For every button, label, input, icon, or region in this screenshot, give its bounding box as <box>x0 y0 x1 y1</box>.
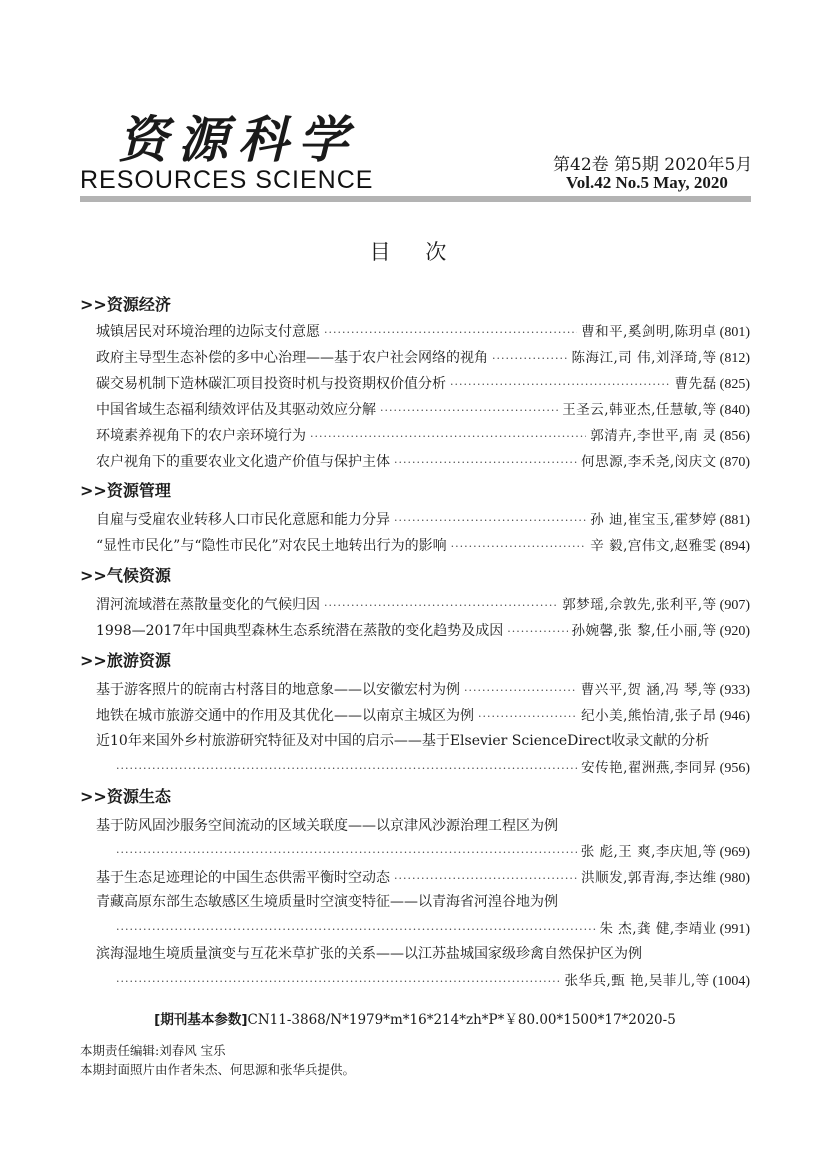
toc-entry[interactable] <box>112 969 750 989</box>
entry-authors: 曹和平,奚剑明,陈玥卓 <box>581 324 717 340</box>
entry-title: 基于生态足迹理论的中国生态供需平衡时空动态 <box>96 870 390 886</box>
entry-page: (894) <box>719 539 750 554</box>
entry-page: (840) <box>719 403 750 418</box>
entry-authors: 张华兵,甄 艳,吴菲儿,等 <box>564 973 710 989</box>
leader-dots <box>394 514 586 527</box>
journal-title-cn: 资源科学 <box>118 110 358 169</box>
leader-dots <box>324 326 577 339</box>
leader-dots <box>450 378 671 391</box>
entry-title: 基于游客照片的皖南古村落目的地意象——以安徽宏村为例 <box>96 682 460 698</box>
toc-entry[interactable] <box>112 840 750 860</box>
entry-authors: 纪小美,熊怡清,张子昂 <box>581 708 717 724</box>
leader-dots <box>116 846 577 859</box>
entry-page: (870) <box>719 455 750 470</box>
parameters-value: CN11-3868/N*1979*m*16*214*zh*P*￥80.00*1500*17*2020-5 <box>247 1012 676 1028</box>
entry-authors: 何思源,李禾尧,闵庆文 <box>581 454 717 470</box>
entry-title[interactable]: 基于防风固沙服务空间流动的区域关联度——以京津风沙源治理工程区为例 <box>96 818 558 834</box>
entry-authors: 安传艳,翟洲燕,李同昇 <box>581 760 717 776</box>
entry-title[interactable]: 青藏高原东部生态敏感区生境质量时空演变特征——以青海省河湟谷地为例 <box>96 894 558 910</box>
toc-title: 目 次 <box>369 240 461 264</box>
entry-page: (881) <box>719 513 750 528</box>
entry-authors: 曹兴平,贺 涵,冯 琴,等 <box>580 682 717 698</box>
leader-dots <box>492 352 568 365</box>
entry-authors: 孙婉馨,张 黎,任小丽,等 <box>571 623 717 639</box>
entry-authors: 陈海江,司 伟,刘泽琦,等 <box>571 350 717 366</box>
entry-page: (991) <box>719 922 750 937</box>
toc-entry[interactable] <box>96 534 750 554</box>
toc-entry[interactable] <box>112 756 750 776</box>
leader-dots <box>507 625 567 638</box>
section-heading: >>资源经济 <box>80 295 171 314</box>
toc-entry[interactable] <box>96 320 750 340</box>
leader-dots <box>464 684 577 697</box>
cover-photo-note: 本期封面照片由作者朱杰、何思源和张华兵提供。 <box>80 1062 356 1077</box>
leader-dots <box>116 762 577 775</box>
entry-page: (856) <box>719 429 750 444</box>
entry-page: (825) <box>719 377 750 392</box>
entry-page: (907) <box>719 598 750 613</box>
entry-page: (946) <box>719 709 750 724</box>
journal-title-en: RESOURCES SCIENCE <box>80 166 374 194</box>
section-heading: >>气候资源 <box>80 566 171 585</box>
toc-entry[interactable] <box>96 866 750 886</box>
entry-authors: 郭清卉,李世平,南 灵 <box>590 428 717 444</box>
entry-page: (969) <box>719 845 750 860</box>
entry-title: 中国省域生态福利绩效评估及其驱动效应分解 <box>96 402 376 418</box>
entry-title: 环境素养视角下的农户亲环境行为 <box>96 428 306 444</box>
entry-authors: 曹先磊 <box>674 376 717 392</box>
entry-title: 农户视角下的重要农业文化遗产价值与保护主体 <box>96 454 390 470</box>
section-heading: >>资源管理 <box>80 481 171 500</box>
entry-title: 渭河流域潜在蒸散量变化的气候归因 <box>96 597 320 613</box>
entry-authors: 王圣云,韩亚杰,任慧敏,等 <box>562 402 717 418</box>
leader-dots <box>394 872 577 885</box>
toc-entry[interactable] <box>96 678 750 698</box>
entry-page: (933) <box>719 683 750 698</box>
leader-dots <box>116 975 561 988</box>
entry-title: 地铁在城市旅游交通中的作用及其优化——以南京主城区为例 <box>96 708 474 724</box>
parameters-label: [期刊基本参数] <box>154 1012 248 1028</box>
header-rule <box>80 196 751 202</box>
journal-parameters <box>0 1008 830 1028</box>
entry-title: 政府主导型生态补偿的多中心治理——基于农户社会网络的视角 <box>96 350 488 366</box>
toc-entry[interactable] <box>96 346 750 366</box>
toc-entry[interactable] <box>112 917 750 937</box>
leader-dots <box>324 599 558 612</box>
entry-title: “显性市民化”与“隐性市民化”对农民土地转出行为的影响 <box>96 538 447 554</box>
section-heading: >>旅游资源 <box>80 651 171 670</box>
entry-page: (920) <box>719 624 750 639</box>
entry-authors: 郭梦瑶,佘敦先,张利平,等 <box>562 597 717 613</box>
toc-entry[interactable] <box>96 704 750 724</box>
entry-title[interactable]: 近10年来国外乡村旅游研究特征及对中国的启示——基于Elsevier ScienceDirect收录文献的分析 <box>96 733 710 749</box>
entry-title: 1998—2017年中国典型森林生态系统潜在蒸散的变化趋势及成因 <box>96 623 504 639</box>
leader-dots <box>451 540 587 553</box>
entry-title: 自雇与受雇农业转移人口市民化意愿和能力分异 <box>96 512 390 528</box>
issue-info-en: Vol.42 No.5 May, 2020 <box>566 173 728 192</box>
leader-dots <box>310 430 586 443</box>
entry-page: (801) <box>719 325 750 340</box>
entry-page: (980) <box>719 871 750 886</box>
entry-page: (1004) <box>712 974 750 989</box>
entry-title: 碳交易机制下造林碳汇项目投资时机与投资期权价值分析 <box>96 376 446 392</box>
issue-info-cn: 第42卷 第5期 2020年5月 <box>553 155 753 175</box>
entry-authors: 张 彪,王 爽,李庆旭,等 <box>580 844 717 860</box>
leader-dots <box>394 456 577 469</box>
entry-page: (956) <box>719 761 750 776</box>
section-heading: >>资源生态 <box>80 787 171 806</box>
toc-entry[interactable] <box>96 508 750 528</box>
entry-page: (812) <box>719 351 750 366</box>
entry-title[interactable]: 滨海湿地生境质量演变与互花米草扩张的关系——以江苏盐城国家级珍禽自然保护区为例 <box>96 946 642 962</box>
entry-authors: 朱 杰,龚 健,李靖业 <box>599 921 717 937</box>
editor-note: 本期责任编辑:刘春风 宝乐 <box>80 1043 226 1058</box>
toc-entry[interactable] <box>96 619 750 639</box>
leader-dots <box>478 710 577 723</box>
leader-dots <box>116 923 596 936</box>
toc-entry[interactable] <box>96 398 750 418</box>
entry-authors: 孙 迪,崔宝玉,霍梦婷 <box>590 512 717 528</box>
toc-entry[interactable] <box>96 450 750 470</box>
leader-dots <box>380 404 558 417</box>
entry-title: 城镇居民对环境治理的边际支付意愿 <box>96 324 320 340</box>
toc-entry[interactable] <box>96 593 750 613</box>
toc-entry[interactable] <box>96 424 750 444</box>
entry-authors: 洪顺发,郭青海,李达维 <box>581 870 717 886</box>
entry-authors: 辛 毅,宫伟文,赵雅雯 <box>590 538 717 554</box>
toc-entry[interactable] <box>96 372 750 392</box>
